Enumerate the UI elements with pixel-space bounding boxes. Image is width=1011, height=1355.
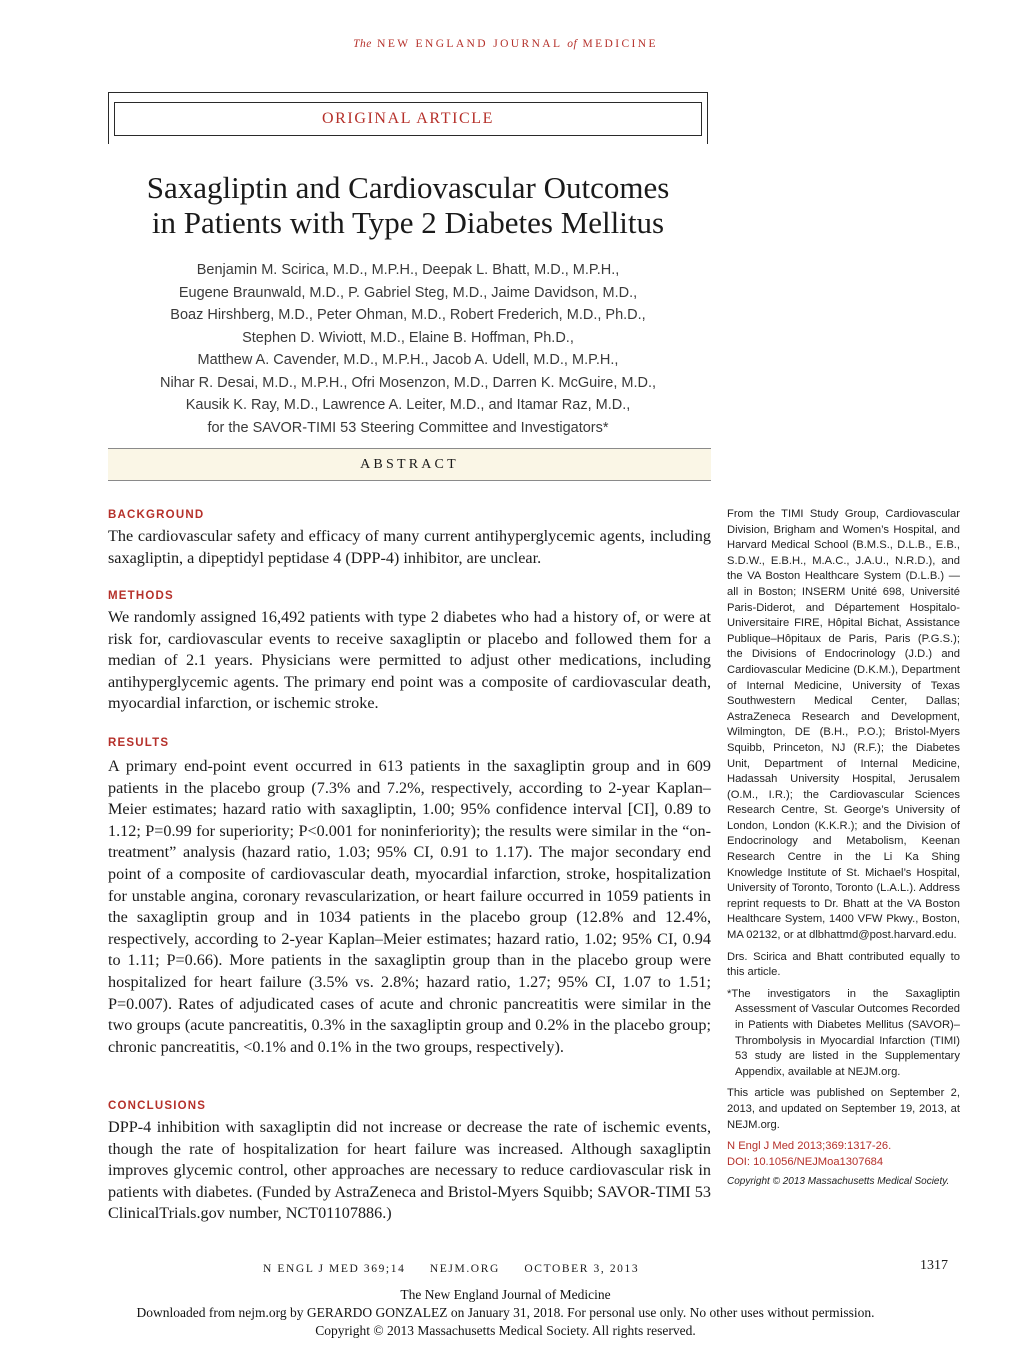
author-line: Benjamin M. Scirica, M.D., M.P.H., Deepak L. Bhatt, M.D., M.P.H., xyxy=(196,262,620,278)
journal-header-medicine: MEDICINE xyxy=(582,38,658,50)
author-line: for the SAVOR-TIMI 53 Steering Committee and Investigators* xyxy=(207,419,609,436)
author-line: Eugene Braunwald, M.D., P. Gabriel Steg, M.D., Jaime Davidson, M.D., xyxy=(178,284,638,301)
sidebar-copyright: Copyright © 2013 Massachusetts Medical Society. xyxy=(727,1176,950,1188)
background-body: The cardiovascular safety and efficacy of many current antihyperglycemic agents, including saxagliptin, a dipeptidyl peptidase 4 (DPP-4) inhibitor, are unclear. xyxy=(108,527,711,567)
author-line: Matthew A. Cavender, M.D., M.P.H., Jacob A. Udell, M.D., M.P.H., xyxy=(197,352,619,368)
conclusions-heading: CONCLUSIONS xyxy=(108,1100,207,1112)
download-notice-line-2: Downloaded from nejm.org by GERARDO GONZALEZ on January 31, 2018. For personal use only. No other uses without permission. xyxy=(136,1305,875,1320)
conclusions-body: DPP-4 inhibition with saxagliptin did not increase or decrease the rate of ischemic events, though the rate of hospitalization for heart failure was increased. Although saxagliptin improves glycemic control, other approaches are necessary to reduce cardiovascular risk in patients with diabetes. (Funded by AstraZeneca and Bristol-Myers Squibb; SAVOR-TIMI 53 ClinicalTrials.gov number, NCT01107886.) xyxy=(108,1118,711,1223)
background-heading: BACKGROUND xyxy=(108,509,205,521)
footer-site: NEJM.ORG xyxy=(429,1263,500,1275)
affiliations-sidebar xyxy=(727,507,960,1196)
journal-header-of: of xyxy=(567,38,578,50)
author-line: Nihar R. Desai, M.D., M.P.H., Ofri Mosenzon, M.D., Darren K. McGuire, M.D., xyxy=(159,374,657,391)
affiliations-text: From the TIMI Study Group, Cardiovascular Division, Brigham and Women’s Hospital, and Harvard Medical School (B.M.S., D.L.B., E.B., S.D.W., E.B.H., M.A.C., J.A.U., N.R.D.), and the VA Boston Healthcare System (D.L.B.) — all in Boston; INSERM Unité 698, Université Paris-Diderot, and Département Hospitalo-Universitaire FIRE, Hôpital Bichat, Assistance Publique–Hôpitaux de Paris, Paris (P.G.S.); the Divisions of Endocrinology (J.D.) and Cardiovascular Medicine (D.K.M.), Department of Internal Medicine, University of Texas Southwestern Medical Center, Dallas; AstraZeneca Research and Development, Wilmington, DE (B.H., P.O.); Bristol-Myers Squibb, Princeton, NJ (R.F.); the Diabetes Unit, Department of Internal Medicine, Hadassah University Hospital, Jerusalem (O.M., I.R.); the Cardiovascular Sciences Research Centre, St. George’s University of London, London (K.K.R.); and the Division of Endocrinology and Metabolism, Keenan Research Centre in the Li Ka Shing Knowledge Institute of St. Michael’s Hospital, University of Toronto, Toronto (L.A.L.). Address reprint requests to Dr. Bhatt at the VA Boston Healthcare System, 1400 VFW Pkwy., Boston, MA 02132, or at dlbhattmd@post.harvard.edu. xyxy=(727,508,960,942)
page-number: 1317 xyxy=(920,1258,948,1273)
journal-header-the: The xyxy=(353,38,372,50)
investigators-note: *The investigators in the Saxagliptin Assessment of Vascular Outcomes Recorded in Patients with Diabetes Mellitus (SAVOR)–Thrombolysis in Myocardial Infarction (TIMI) 53 study are listed in the Supplementary Appendix, available at NEJM.org. xyxy=(727,987,960,1078)
author-line: Kausik K. Ray, M.D., Lawrence A. Leiter, M.D., and Itamar Raz, M.D., xyxy=(185,397,631,413)
footer-date: OCTOBER 3, 2013 xyxy=(524,1263,640,1275)
author-list xyxy=(0,259,816,439)
article-title-line-2: in Patients with Type 2 Diabetes Mellitus xyxy=(151,205,665,240)
results-heading: RESULTS xyxy=(108,737,170,749)
results-body: A primary end-point event occurred in 613 patients in the saxagliptin group and in 609 patients in the placebo group (7.3% and 7.2%, respectively, according to 2-year Kaplan–Meier estimates; hazard ratio with saxagliptin, 1.00; 95% confidence interval [CI], 0.89 to 1.12; P=0.99 for superiority; P<0.001 for noninferiority); the results were similar in the “on-treatment” analysis (hazard ratio, 1.03; 95% CI, 0.91 to 1.17). The major secondary end point of a composite of cardiovascular death, myocardial infarction, stroke, hospitalization for unstable angina, coronary revascularization, or heart failure occurred in 1059 patients in the saxagliptin group and in 1034 patients in the placebo group (12.8% and 12.4%, respectively, according to 2-year Kaplan–Meier estimates; hazard ratio, 1.02; 95% CI, 0.94 to 1.11; P=0.66). More patients in the saxagliptin group than in the placebo group were hospitalized for heart failure (3.5% vs. 2.8%; hazard ratio, 1.27; 95% CI, 1.07 to 1.51; P=0.007). Rates of adjudicated cases of acute and chronic pancreatitis were similar in the two groups (acute pancreatitis, 0.3% in the saxagliptin group and 0.2% in the placebo group; chronic pancreatitis, <0.1% and 0.1% in the two groups, respectively). xyxy=(108,757,711,1056)
publication-note: This article was published on September 2, 2013, and updated on September 19, 2013, at NEJM.org. xyxy=(727,1087,960,1131)
journal-header-name: NEW ENGLAND JOURNAL xyxy=(377,38,562,50)
download-notice-line-1: The New England Journal of Medicine xyxy=(400,1287,611,1302)
download-notice-line-3: Copyright © 2013 Massachusetts Medical Society. All rights reserved. xyxy=(315,1323,696,1338)
methods-body: We randomly assigned 16,492 patients with type 2 diabetes who had a history of, or were at risk for, cardiovascular events to receive saxagliptin or placebo and followed them for a median of 2.1 years. Physicians were permitted to adjust other medications, including antihyperglycemic agents. The primary end point was a composite of cardiovascular death, myocardial infarction, or ischemic stroke. xyxy=(108,608,711,713)
methods-heading: METHODS xyxy=(108,590,174,602)
article-type-frame xyxy=(108,92,708,144)
contribution-note: Drs. Scirica and Bhatt contributed equally to this article. xyxy=(727,950,960,979)
author-line: Stephen D. Wiviott, M.D., Elaine B. Hoffman, Ph.D., xyxy=(242,329,574,346)
citation: N Engl J Med 2013;369:1317-26. xyxy=(727,1140,892,1153)
article-title xyxy=(0,170,816,240)
download-notice xyxy=(0,1286,1011,1340)
article-title-line-1: Saxagliptin and Cardiovascular Outcomes xyxy=(146,170,670,205)
abstract-heading: ABSTRACT xyxy=(108,448,711,481)
page-footer xyxy=(263,1263,659,1275)
footer-journal-ref: N ENGL J MED 369;14 xyxy=(263,1263,406,1275)
article-type-label: ORIGINAL ARTICLE xyxy=(114,102,702,136)
journal-header xyxy=(0,38,1011,50)
author-line: Boaz Hirshberg, M.D., Peter Ohman, M.D., Robert Frederich, M.D., Ph.D., xyxy=(170,307,646,323)
doi: DOI: 10.1056/NEJMoa1307684 xyxy=(727,1155,884,1168)
